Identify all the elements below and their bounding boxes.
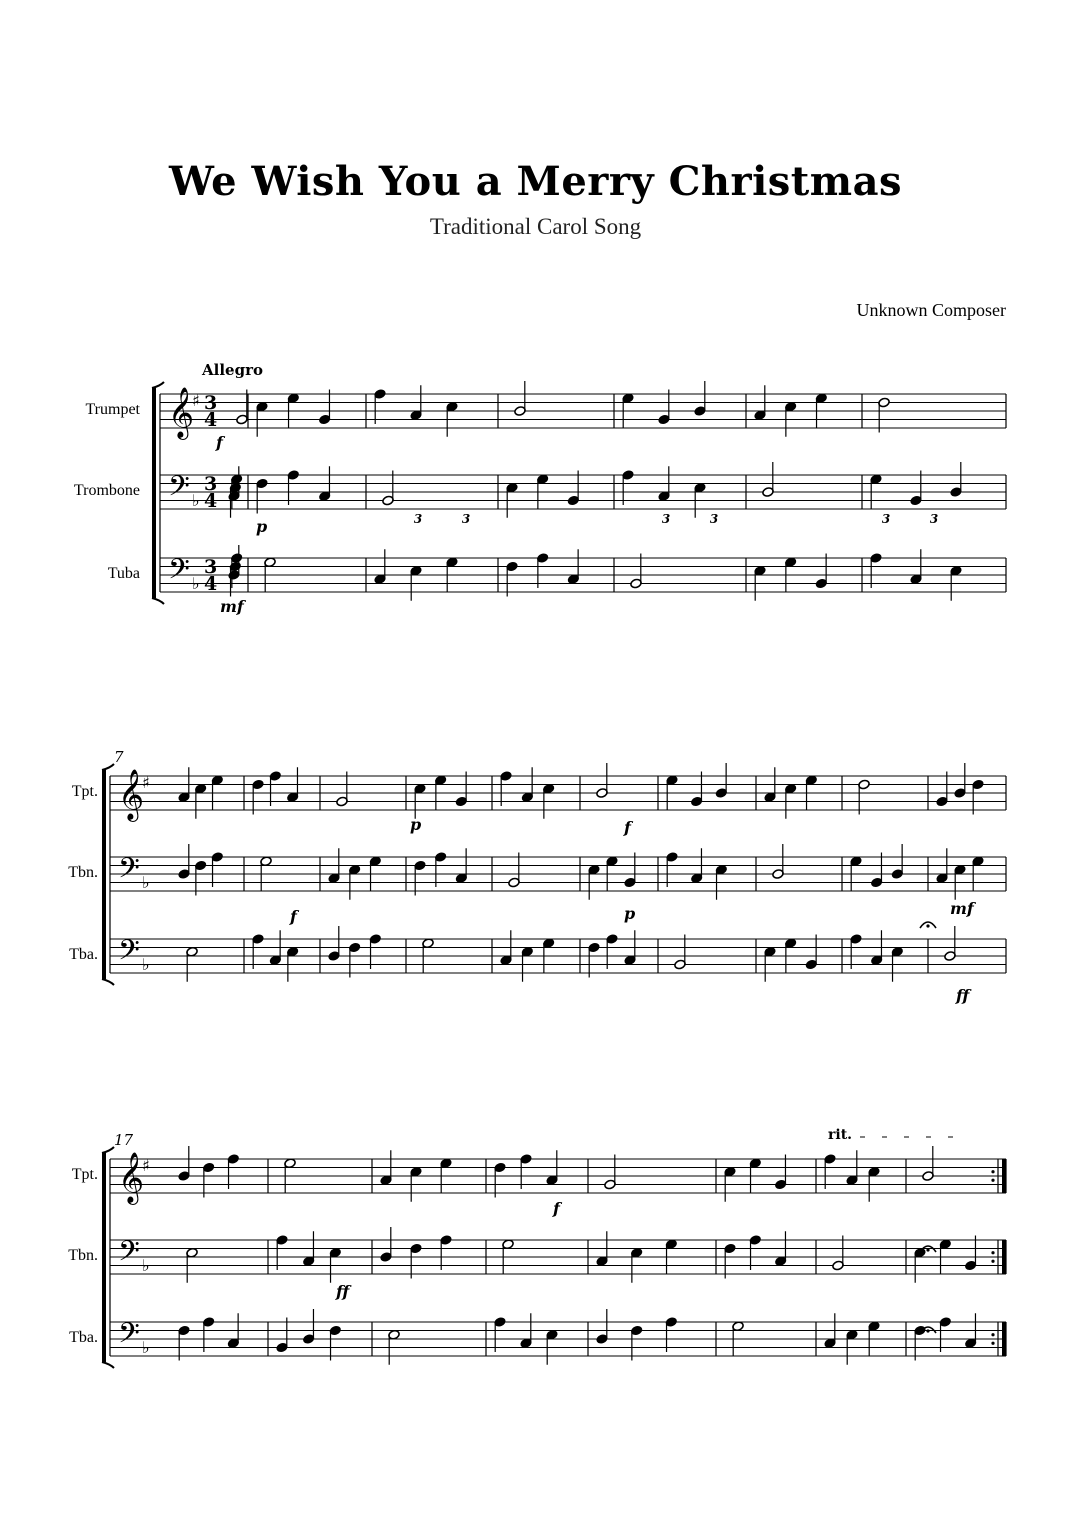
key-sharp-icon: ♯	[192, 391, 200, 410]
instrument-name-tuba: Tuba	[107, 565, 140, 582]
treble-clef-icon: 𝄞	[118, 1152, 145, 1203]
instrument-name-trumpet: Trumpet	[85, 401, 140, 418]
instrument-name-trumpet: Tpt.	[71, 1166, 98, 1183]
bracket-hook	[152, 382, 164, 388]
final-barline	[1002, 1322, 1006, 1356]
bracket-hook	[102, 1147, 114, 1153]
tuplet-label: 3	[413, 512, 423, 526]
dynamic-marking: f	[216, 433, 223, 452]
repeat-dot	[991, 1179, 994, 1182]
final-barline	[1002, 1159, 1006, 1193]
key-flat-icon: ♭	[142, 1338, 150, 1357]
bass-clef-icon: 𝄢	[168, 553, 190, 593]
bracket-hook	[102, 979, 114, 985]
ritardando-marking: rit.	[828, 1127, 853, 1143]
final-barline	[1002, 1240, 1006, 1274]
dynamic-marking: p	[256, 517, 268, 536]
bass-clef-icon: 𝄢	[168, 470, 190, 510]
dynamic-marking: ff	[336, 1282, 350, 1301]
fermata-dot	[926, 1329, 929, 1332]
instrument-name-trombone: Tbn.	[68, 864, 98, 881]
key-flat-icon: ♭	[142, 1256, 150, 1275]
dynamic-marking: ff	[956, 986, 970, 1005]
instrument-name-trombone: Tbn.	[68, 1247, 98, 1264]
key-sharp-icon: ♯	[142, 773, 150, 792]
bass-clef-icon: 𝄢	[118, 934, 140, 974]
bracket-hook	[102, 1362, 114, 1368]
dynamic-marking: f	[624, 818, 631, 837]
bass-clef-icon: 𝄢	[118, 1235, 140, 1275]
tuplet-label: 3	[929, 512, 939, 526]
key-flat-icon: ♭	[142, 955, 150, 974]
composer-credit: Unknown Composer	[856, 300, 1006, 320]
key-sharp-icon: ♯	[142, 1156, 150, 1175]
dynamic-marking: f	[290, 907, 297, 926]
repeat-dot	[991, 1170, 994, 1173]
time-signature-beats: 3	[204, 473, 218, 495]
repeat-dot	[991, 1260, 994, 1263]
time-signature-beats: 3	[204, 556, 218, 578]
bass-clef-icon: 𝄢	[118, 1317, 140, 1357]
tuplet-label: 3	[709, 512, 719, 526]
time-signature-beats: 3	[204, 392, 218, 414]
treble-clef-icon: 𝄞	[118, 769, 145, 820]
dynamic-marking: mf	[950, 899, 974, 918]
key-flat-icon: ♭	[192, 574, 200, 593]
repeat-dot	[991, 1333, 994, 1336]
page-title: We Wish You a Merry Christmas	[168, 158, 903, 205]
treble-clef-icon: 𝄞	[168, 387, 195, 438]
instrument-name-trombone: Trombone	[73, 482, 140, 499]
dynamic-marking: f	[553, 1199, 560, 1218]
dynamic-marking: p	[624, 904, 636, 923]
key-flat-icon: ♭	[142, 873, 150, 892]
tempo-marking: Allegro	[202, 361, 263, 379]
instrument-name-tuba: Tba.	[69, 1329, 98, 1346]
measure-number: 7	[114, 748, 124, 766]
instrument-name-trumpet: Tpt.	[71, 783, 98, 800]
repeat-dot	[991, 1251, 994, 1254]
measure-number: 17	[114, 1131, 134, 1149]
score-layer	[68, 361, 1006, 1368]
time-signature-unit: 4	[204, 573, 218, 595]
dynamic-marking: mf	[220, 597, 244, 616]
repeat-dot	[991, 1342, 994, 1345]
bracket-hook	[152, 598, 164, 604]
key-flat-icon: ♭	[192, 491, 200, 510]
fermata-dot	[926, 924, 929, 927]
tuplet-label: 3	[461, 512, 471, 526]
bracket-hook	[102, 764, 114, 770]
fermata-dot	[926, 1248, 929, 1251]
page-subtitle: Traditional Carol Song	[429, 214, 642, 239]
dynamic-marking: p	[410, 815, 422, 834]
instrument-name-tuba: Tba.	[69, 946, 98, 963]
tuplet-label: 3	[661, 512, 671, 526]
tuplet-label: 3	[881, 512, 891, 526]
time-signature-unit: 4	[204, 490, 218, 512]
bass-clef-icon: 𝄢	[118, 852, 140, 892]
time-signature-unit: 4	[204, 409, 218, 431]
